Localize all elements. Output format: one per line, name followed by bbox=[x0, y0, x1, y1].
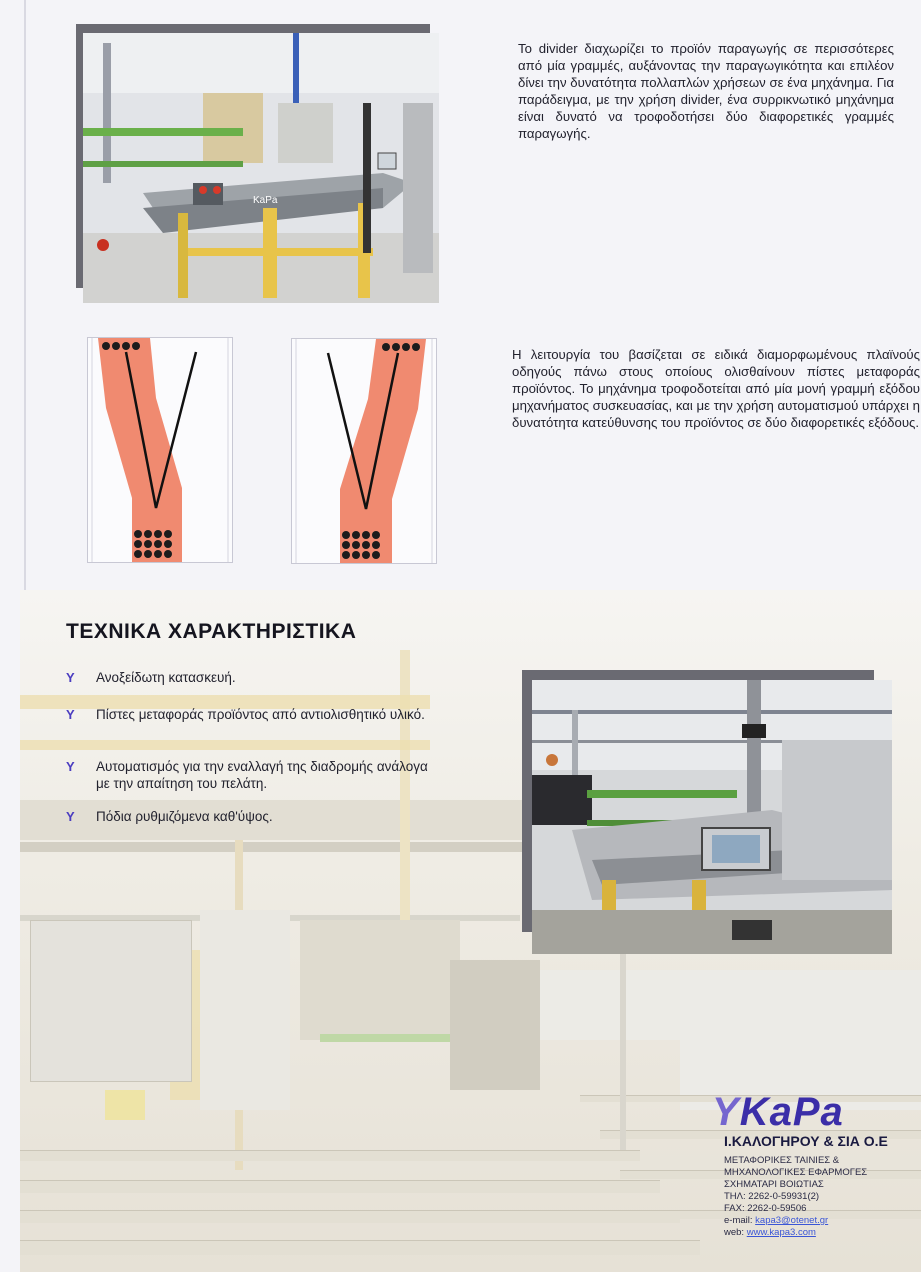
logo-symbol-icon: Y bbox=[712, 1090, 740, 1134]
web-line bbox=[724, 1227, 867, 1239]
photo-frame bbox=[522, 670, 874, 680]
email-line bbox=[724, 1215, 867, 1227]
divider-diagram-left bbox=[87, 337, 233, 563]
business-line: ΜΗΧΑΝΟΛΟΓΙΚΕΣ ΕΦΑΡΜΟΓΕΣ bbox=[724, 1167, 868, 1178]
specs-heading: ΤΕΧΝΙΚΑ ΧΑΡΑΚΤΗΡΙΣΤΙΚΑ bbox=[66, 620, 357, 643]
production-line-photo bbox=[532, 680, 892, 954]
address-line: ΣΧΗΜΑΤΑΡΙ ΒΟΙΩΤΙΑΣ bbox=[724, 1179, 824, 1190]
web-label: web: bbox=[724, 1227, 745, 1238]
company-name: Ι.ΚΑΛΟΓΗΡΟΥ & ΣΙΑ Ο.Ε bbox=[724, 1133, 888, 1149]
email-label: e-mail: bbox=[724, 1215, 753, 1226]
bullet-icon: Y bbox=[66, 759, 75, 774]
spec-item bbox=[66, 758, 436, 794]
phone-line: ΤΗΛ: 2262-0-59931(2) bbox=[724, 1191, 820, 1202]
fax-line: FAX: 2262-0-59506 bbox=[724, 1203, 807, 1214]
contact-block bbox=[724, 1155, 867, 1239]
machine-label: KaPa bbox=[253, 195, 278, 206]
bullet-icon: Y bbox=[66, 809, 75, 824]
bullet-icon: Y bbox=[66, 707, 75, 722]
spec-item-text: Αυτοματισμός για την εναλλαγή της διαδρομής ανάλογα με την απαίτηση του πελάτη. bbox=[96, 759, 428, 791]
photo-frame bbox=[76, 24, 430, 33]
web-link[interactable]: www.kapa3.com bbox=[746, 1227, 816, 1238]
spec-item bbox=[66, 808, 436, 828]
divider-diagram-right bbox=[291, 338, 437, 564]
divider-machine-photo bbox=[83, 33, 439, 303]
photo-frame bbox=[522, 670, 532, 932]
logo-text: KaPa bbox=[739, 1090, 844, 1134]
email-link[interactable]: kapa3@otenet.gr bbox=[755, 1215, 829, 1226]
photo-frame bbox=[76, 24, 83, 288]
spec-item-text: Πίστες μεταφοράς προϊόντος από αντιολισθητικό υλικό. bbox=[96, 707, 425, 722]
spec-item-text: Ανοξείδωτη κατασκευή. bbox=[96, 670, 236, 685]
bullet-icon: Y bbox=[66, 670, 75, 685]
business-line: ΜΕΤΑΦΟΡΙΚΕΣ ΤΑΙΝΙΕΣ & bbox=[724, 1155, 840, 1166]
spec-item bbox=[66, 669, 436, 689]
function-paragraph: Η λειτουργία του βασίζεται σε ειδικά διαμορφωμένους πλαϊνούς οδηγούς πάνω στους οποίους ολισθαίνουν πίστες μεταφοράς προϊόντος. Το μηχάνημα τροφοδοτείται από μία μονή γραμμή εξόδου μηχανήματος συσκευασίας, και με την χρήση αυτοματισμού υπάρχει η δυνατότητα κατεύθυνσης του προϊόντος σε δύο διαφορετικές εξόδους. bbox=[512, 347, 920, 430]
kapa-logo bbox=[712, 1090, 844, 1135]
spec-item-text: Πόδια ρυθμιζόμενα καθ'ύψος. bbox=[96, 809, 273, 824]
intro-paragraph: Το divider διαχωρίζει το προϊόν παραγωγής σε περισσότερες από μία γραμμές, αυξάνοντας την παραγωγικότητα και επιλέον δίνει την δυνατότητα πολλαπλών χρήσεων σε ένα μηχάνημα. Για παράδειγμα, με την χρήση divider, ένα συρρικνωτικό μηχάνημα είναι δυνατό να τροφοδοτήσει δύο διαφορετικές γραμμές παραγωγής. bbox=[518, 41, 894, 141]
spec-item bbox=[66, 706, 436, 742]
